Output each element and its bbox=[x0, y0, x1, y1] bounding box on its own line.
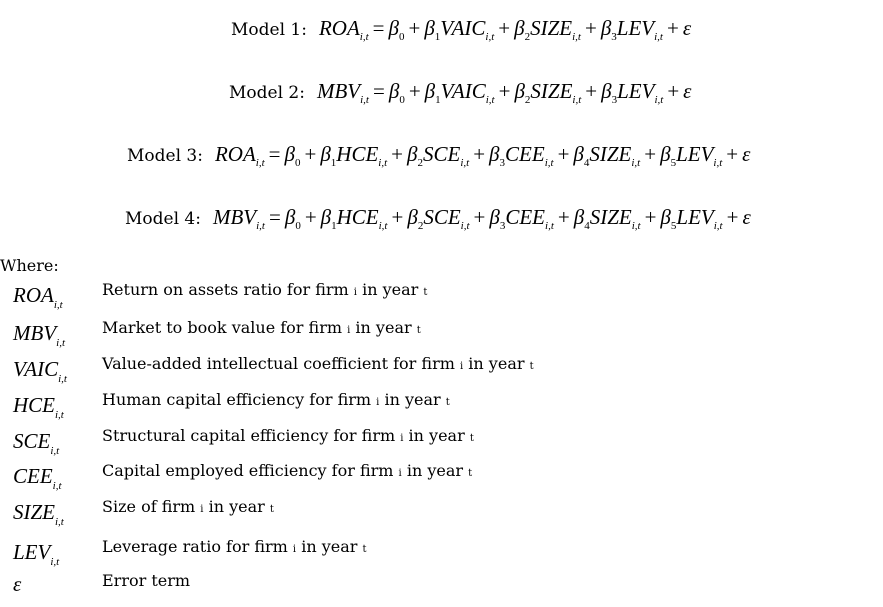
where-label: Where: bbox=[0, 256, 59, 275]
dependent-variable: MBV bbox=[212, 205, 257, 229]
variable-symbol: $MBV_{i,t}$ bbox=[13, 321, 66, 349]
error-term: ε bbox=[742, 142, 751, 166]
variable-description: Leverage ratio for firm i in year t bbox=[102, 537, 367, 556]
variable-symbol: $LEV_{i,t}$ bbox=[13, 540, 60, 568]
variable-symbol: $ROA_{i,t}$ bbox=[13, 283, 63, 311]
variable-description: Error term bbox=[102, 571, 191, 590]
variable-description: Capital employed efficiency for firm i in year t bbox=[102, 461, 473, 480]
equation-label: Model 4: bbox=[125, 209, 201, 229]
equation-expression: $MBV_{i,t} = \beta_0$ + $\beta_1VAIC_{i,t}$ + $\beta_2SIZE_{i,t} + \beta_3LEV_{i,t} + \varepsilon$ bbox=[316, 79, 692, 106]
variable-symbol: $CEE_{i,t}$ bbox=[13, 464, 62, 492]
equation-label: Model 2: bbox=[229, 83, 305, 103]
variable-description: Return on assets ratio for firm i in year t bbox=[102, 280, 428, 299]
error-term: ε bbox=[682, 16, 692, 40]
variable-symbol: ε bbox=[13, 572, 22, 596]
dependent-variable: MBV bbox=[316, 79, 361, 103]
equation-expression: $ROA_{i,t} = \beta_0$ + $\beta_1VAIC_{i,t}$ + $\beta_2SIZE_{i,t} + \beta_3LEV_{i,t} + \varepsilon$ bbox=[318, 16, 692, 43]
variable-description: Size of firm i in year t bbox=[102, 497, 274, 516]
equation-label: Model 1: bbox=[231, 20, 307, 40]
error-term: ε bbox=[742, 205, 751, 229]
dependent-variable: ROA bbox=[318, 16, 360, 40]
equation-label: Model 3: bbox=[127, 146, 203, 166]
error-term: ε bbox=[683, 79, 692, 103]
variable-symbol: $SIZE_{i,t}$ bbox=[13, 500, 64, 528]
equation-model-2 bbox=[229, 81, 691, 106]
equation-model-3 bbox=[127, 144, 750, 169]
variable-symbol: $VAIC_{i,t}$ bbox=[13, 357, 67, 385]
equation-expression: $ROA_{i,t} = \beta_0 + \beta_1HCE_{i,t} + \beta_2SCE_{i,t} + \beta_3CEE_{i,t}$ + $\beta_4SIZE_{i,t} + \beta_5LEV_{i,t} + \varepsilon$ bbox=[214, 142, 751, 169]
equation-expression: $MBV_{i,t} = \beta_0 + \beta_1HCE_{i,t} + \beta_2SCE_{i,t} + \beta_3CEE_{i,t}$ + $\beta_4SIZE_{i,t} + \beta_5LEV_{i,t} + \varepsilon$ bbox=[212, 205, 751, 232]
equation-model-1 bbox=[231, 18, 691, 43]
variable-description: Structural capital efficiency for firm i in year t bbox=[102, 426, 474, 445]
dependent-variable: ROA bbox=[214, 142, 256, 166]
variable-symbol: $HCE_{i,t}$ bbox=[13, 393, 64, 421]
variable-description: Human capital efficiency for firm i in year t bbox=[102, 390, 450, 409]
variable-description: Market to book value for firm i in year t bbox=[102, 318, 421, 337]
variable-symbol: $SCE_{i,t}$ bbox=[13, 429, 60, 457]
equation-model-4 bbox=[125, 207, 751, 232]
variable-description: Value-added intellectual coefficient for firm i in year t bbox=[102, 354, 534, 373]
